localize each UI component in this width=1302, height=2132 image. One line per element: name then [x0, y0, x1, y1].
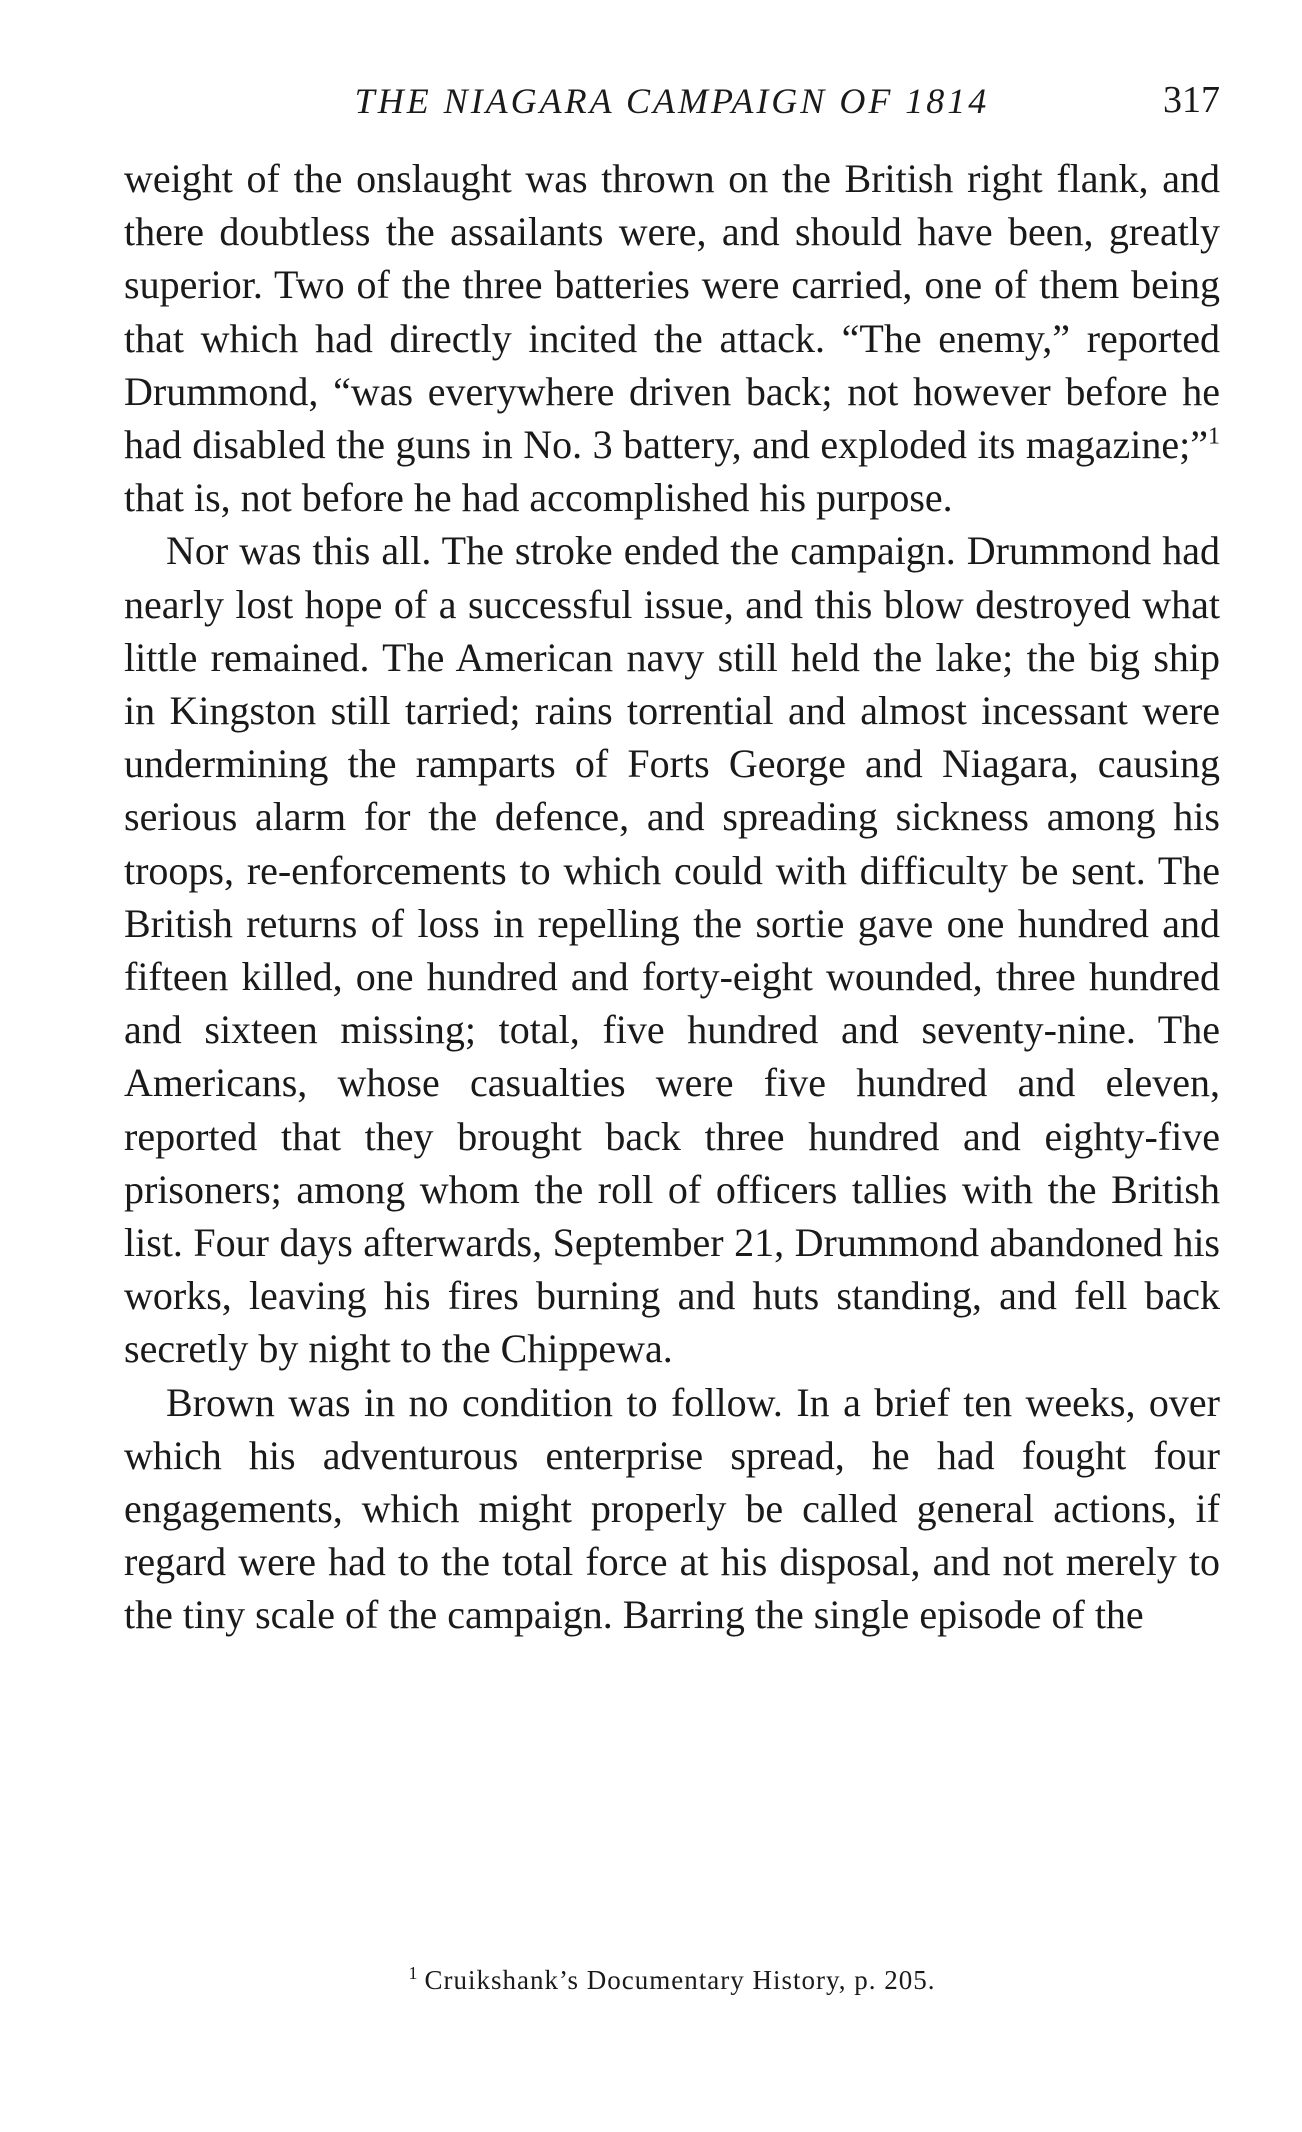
page-number: 317 — [1163, 79, 1220, 121]
paragraph-2: Nor was this all. The stroke ended the campaign. Drummond had nearly lost hope of a successful issue, and this blow destroyed what little remained. The American navy still held the lake; the big ship in Kingston still tarried; rains torrential and almost incessant were undermining the ramparts of Forts George and Niagara, causing serious alarm for the defence, and spreading sickness among his troops, re-enforcements to which could with difficulty be sent. The British returns of loss in repelling the sortie gave one hundred and fifteen killed, one hundred and forty-eight wounded, three hundred and sixteen missing; total, five hundred and seventy-nine. The Americans, whose casualties were five hundred and eleven, reported that they brought back three hundred and eighty-five prisoners; among whom the roll of officers tallies with the British list. Four days afterwards, September 21, Drummond abandoned his works, leaving his fires burning and huts standing, and fell back secretly by night to the Chippewa. — [124, 528, 1220, 1372]
paragraph-1 — [124, 152, 1220, 524]
footnote-reference: 1 — [1208, 423, 1220, 450]
footnote — [124, 1965, 1220, 1996]
footnote-text: Cruikshank’s Documentary History, p. 205. — [424, 1965, 936, 1995]
running-head — [124, 78, 1220, 128]
paragraph-3: Brown was in no condition to follow. In a brief ten weeks, over which his adventurous enterprise spread, he had fought four engagements, which might properly be called general actions, if regard were had to the total force at his disposal, and not merely to the tiny scale of the campaign. Barring the single episode of the — [124, 1379, 1220, 1638]
paragraph-1-text-continued: that is, not before he had accomplished his purpose. — [124, 475, 953, 521]
body-text — [124, 152, 1220, 1642]
running-title: THE NIAGARA CAMPAIGN OF 1814 — [354, 81, 990, 121]
footnote-marker: 1 — [408, 1963, 419, 1983]
paragraph-1-text: weight of the onslaught was thrown on the British right flank, and there doubtless the assailants were, and should have been, greatly superior. Two of the three batteries were carried, one of them being that which had directly incited the attack. “The enemy,” reported Drummond, “was everywhere driven back; not however before he had disabled the guns in No. 3 battery, and exploded its magazine;” — [124, 156, 1220, 468]
